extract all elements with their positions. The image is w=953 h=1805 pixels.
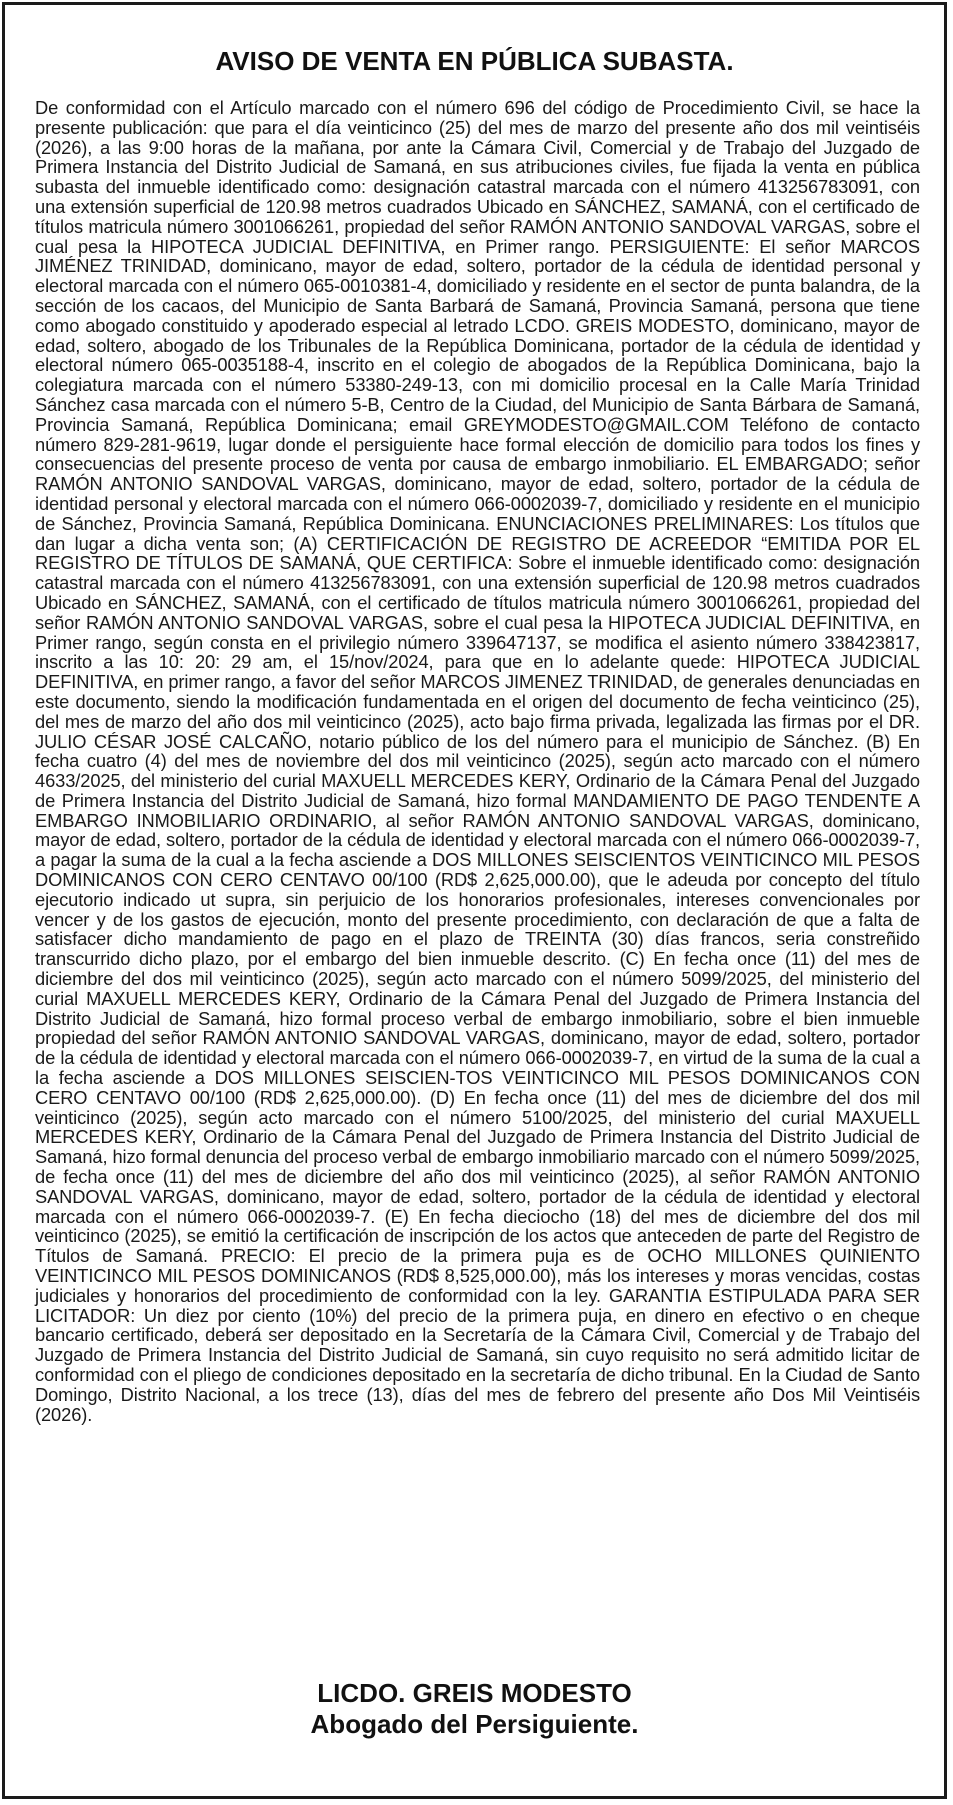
notice-frame [2, 2, 947, 1799]
notice-body: De conformidad con el Artículo marcado con el número 696 del código de Procedimiento Civil, se hace la presente publicación: que para el día veinticinco (25) del mes de marzo del presente año dos mil veintiséis (2026), a las 9:00 horas de la mañana, por ante la Cámara Civil, Comercial y de Trabajo del Juzgado de Primera Instancia del Distrito Judicial de Samaná, en sus atribuciones civiles, fue fijada la venta en pública subasta del inmueble identificado como: designación catastral marcada con el número 413256783091, con una extensión superficial de 120.98 metros cuadrados Ubicado en SÁNCHEZ, SAMANÁ, con el certificado de títulos matricula número 3001066261, propiedad del señor RAMÓN ANTONIO SANDOVAL VARGAS, sobre el cual pesa la HIPOTECA JUDICIAL DEFINITIVA, en Primer rango. PERSIGUIENTE: El señor MARCOS JIMÉNEZ TRINIDAD, dominicano, mayor de edad, soltero, portador de la cédula de identidad personal y electoral marcada con el número 065-0010381-4, domiciliado y residente en el sector de punta balandra, de la sección de los cacaos, del Municipio de Santa Barbará de Samaná, Provincia Samaná, persona que tiene como abogado constituido y apoderado especial al letrado LCDO. GREIS MODESTO, dominicano, mayor de edad, soltero, abogado de los Tribunales de la República Dominicana, portador de la cédula de identidad y electoral número 065-0035188-4, inscrito en el colegio de abogados de la República Dominicana, bajo la colegiatura marcada con el número 53380-249-13, con mi domicilio procesal en la Calle María Trinidad Sánchez casa marcada con el número 5-B, Centro de la Ciudad, del Municipio de Santa Bárbara de Samaná, Provincia Samaná, República Dominicana; email GREYMODESTO@GMAIL.COM Teléfono de contacto número 829-281-9619, lugar donde el persiguiente hace formal elección de domicilio para todos los fines y consecuencias del presente proceso de venta por causa de embargo inmobiliario. EL EMBARGADO; señor RAMÓN ANTONIO SANDOVAL VARGAS, dominicano, mayor de edad, soltero, portador de la cédula de identidad personal y electoral marcada con el número 066-0002039-7, domiciliado y residente en el municipio de Sánchez, Provincia Samaná, República Dominicana. ENUNCIACIONES PRELIMINARES: Los títulos que dan lugar a dicha venta son; (A) CERTIFICACIÓN DE REGISTRO DE ACREEDOR “EMITIDA POR EL REGISTRO DE TÍTULOS DE SAMANÁ, QUE CERTIFICA: Sobre el inmueble identificado como: designación catastral marcada con el número 413256783091, con una extensión superficial de 120.98 metros cuadrados Ubicado en SÁNCHEZ, SAMANÁ, con el certificado de títulos matricula número 3001066261, propiedad del señor RAMÓN ANTONIO SANDOVAL VARGAS, sobre el cual pesa la HIPOTECA JUDICIAL DEFINITIVA, en Primer rango, según consta en el privilegio número 339647137, se modifica el asiento número 338423817, inscrito a las 10: 20: 29 am, el 15/nov/2024, para que en lo adelante quede: HIPOTECA JUDICIAL DEFINITIVA, en primer rango, a favor del señor MARCOS JIMENEZ TRINIDAD, de generales denunciadas en este documento, siendo la modificación fundamentada en el origen del documento de fecha veinticinco (25), del mes de marzo del año dos mil veinticinco (2025), acto bajo firma privada, legalizada las firmas por el DR. JULIO CÉSAR JOSÉ CALCAÑO, notario público de los del número para el municipio de Sánchez. (B) En fecha cuatro (4) del mes de noviembre del dos mil veinticinco (2025), según acto marcado con el número 4633/2025, del ministerio del curial MAXUELL MERCEDES KERY, Ordinario de la Cámara Penal del Juzgado de Primera Instancia del Distrito Judicial de Samaná, hizo formal MANDAMIENTO DE PAGO TENDENTE A EMBARGO INMOBILIARIO ORDINARIO, al señor RAMÓN ANTONIO SANDOVAL VARGAS, dominicano, mayor de edad, soltero, portador de la cédula de identidad y electoral marcada con el número 066-0002039-7, a pagar la suma de la cual a la fecha asciende a DOS MILLONES SEISCIENTOS VEINTICINCO MIL PESOS DOMINICANOS CON CERO CENTAVO 00/100 (RD$ 2,625,000.00), que le adeuda por concepto del título ejecutorio indicado ut supra, sin perjuicio de los honorarios profesionales, intereses convencionales por vencer y de los gastos de ejecución, monto del presente procedimiento, con declaración de que a falta de satisfacer dicho mandamiento de pago en el plazo de TREINTA (30) días francos, seria constreñido transcurrido dicho plazo, por el embargo del bien inmueble descrito. (C) En fecha once (11) del mes de diciembre del dos mil veinticinco (2025), según acto marcado con el número 5099/2025, del ministerio del curial MAXUELL MERCEDES KERY, Ordinario de la Cámara Penal del Juzgado de Primera Instancia del Distrito Judicial de Samaná, hizo formal proceso verbal de embargo inmobiliario, sobre el bien inmueble propiedad del señor RAMÓN ANTONIO SANDOVAL VARGAS, dominicano, mayor de edad, soltero, portador de la cédula de identidad y electoral marcada con el número 066-0002039-7, en virtud de la suma de la cual a la fecha asciende a DOS MILLONES SEISCIEN-TOS VEINTICINCO MIL PESOS DOMINICANOS CON CERO CENTAVO 00/100 (RD$ 2,625,000.00). (D) En fecha once (11) del mes de diciembre del dos mil veinticinco (2025), según acto marcado con el número 5100/2025, del ministerio del curial MAXUELL MERCEDES KERY, Ordinario de la Cámara Penal del Juzgado de Primera Instancia del Distrito Judicial de Samaná, hizo formal denuncia del proceso verbal de embargo inmobiliario marcado con el número 5099/2025, de fecha once (11) del mes de diciembre del año dos mil veinticinco (2025), al señor RAMÓN ANTONIO SANDOVAL VARGAS, dominicano, mayor de edad, soltero, portador de la cédula de identidad y electoral marcada con el número 066-0002039-7. (E) En fecha dieciocho (18) del mes de diciembre del dos mil veinticinco (2025), se emitió la certificación de inscripción de los actos que anteceden de parte del Registro de Títulos de Samaná. PRECIO: El precio de la primera puja es de OCHO MILLONES QUINIENTO VEINTICINCO MIL PESOS DOMINICANOS (RD$ 8,525,000.00), más los intereses y moras vencidas, costas judiciales y honorarios del procedimiento de conformidad con la ley. GARANTIA ESTIPULADA PARA SER LICITADOR: Un diez por ciento (10%) del precio de la primera puja, en dinero en efectivo o en cheque bancario certificado, deberá ser depositado en la Secretaría de la Cámara Civil, Comercial y de Trabajo del Juzgado de Primera Instancia del Distrito Judicial de Samaná, sin cuyo requisito no será admitido licitar de conformidad con el pliego de condiciones depositado en la secretaría de dicho tribunal. En la Ciudad de Santo Domingo, Distrito Nacional, a los trece (13), días del mes de febrero del presente año Dos Mil Veintiséis (2026). [35, 97, 920, 1425]
signature-role: Abogado del Persiguiente. [310, 1709, 639, 1739]
signature-block [5, 1678, 944, 1740]
notice-title: AVISO DE VENTA EN PÚBLICA SUBASTA. [215, 46, 734, 76]
signature-name: LICDO. GREIS MODESTO [317, 1678, 632, 1708]
